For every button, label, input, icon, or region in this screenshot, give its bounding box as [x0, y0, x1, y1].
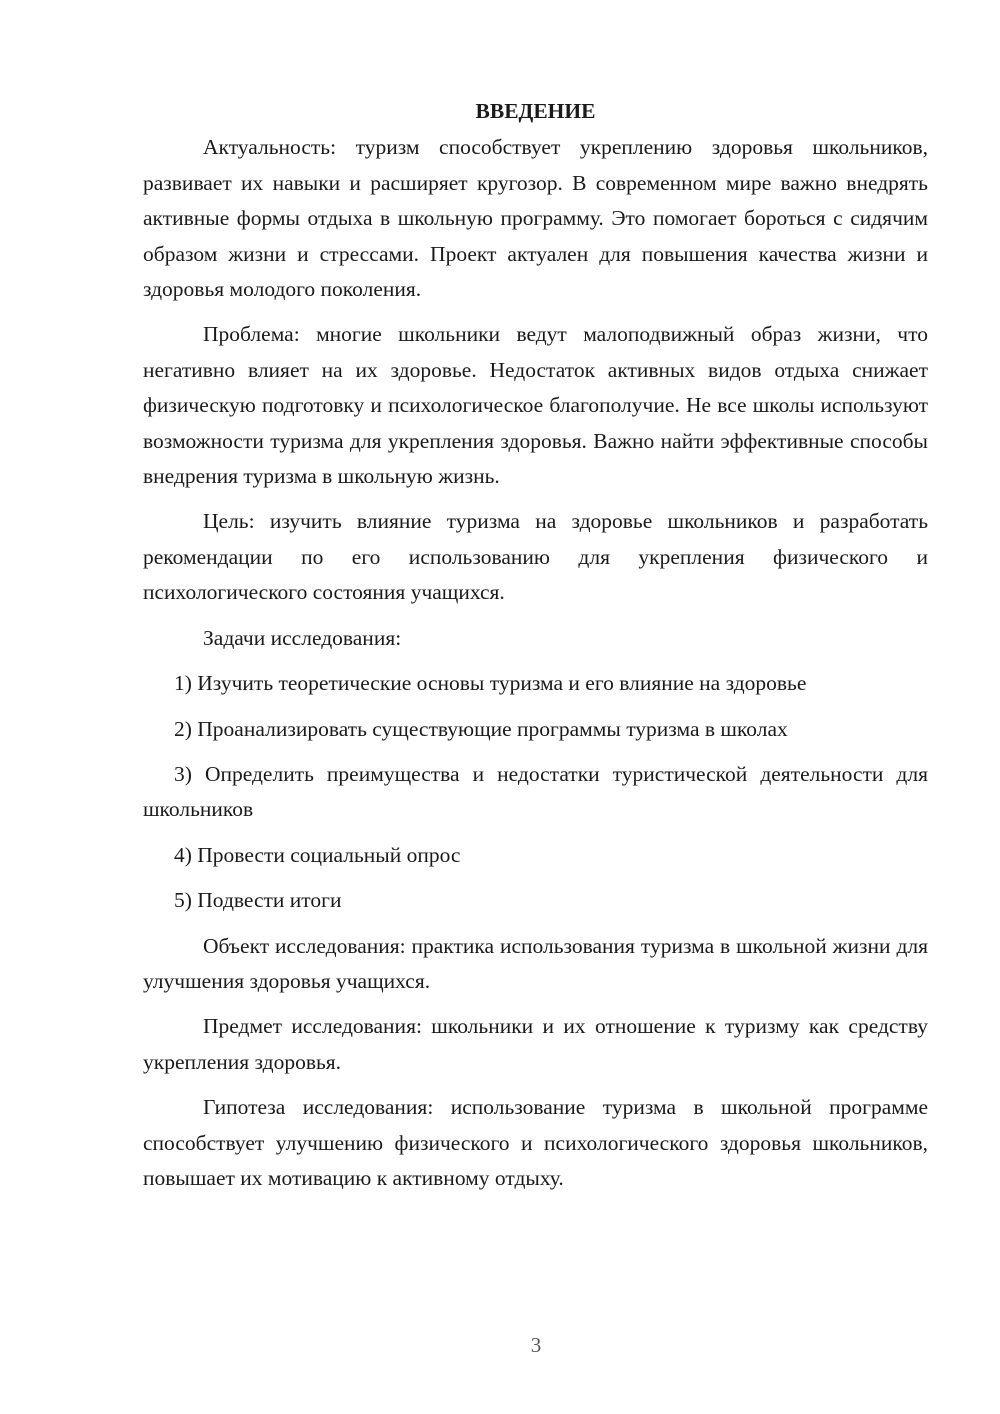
task-item-4: 4) Провести социальный опрос: [174, 842, 461, 867]
task-item-1: 1) Изучить теоретические основы туризма и его влияние на здоровье: [174, 671, 807, 696]
object-paragraph: Объект исследования: практика использования туризма в школьной жизни для улучшения здоровья учащихся.: [143, 933, 928, 993]
hypothesis-paragraph: Гипотеза исследования: использование туризма в школьной программе способствует улучшению физического и психологического здоровья школьников, повышает их мотивацию к активному отдыху.: [143, 1095, 928, 1190]
goal-paragraph: Цель: изучить влияние туризма на здоровье школьников и разработать рекомендации по его использованию для укрепления физического и психологического состояния учащихся.: [143, 509, 928, 605]
task-item-5: 5) Подвести итоги: [174, 888, 342, 913]
task-item-3: 3) Определить преимущества и недостатки туристической деятельности для школьников: [143, 761, 928, 822]
problem-paragraph: Проблема: многие школьники ведут малоподвижный образ жизни, что негативно влияет на их здоровье. Недостаток активных видов отдыха снижает физическую подготовку и психологическое благополучие. Не все школы используют возможности туризма для укрепления здоровья. Важно найти эффективные способы внедрения туризма в школьную жизнь.: [143, 322, 928, 489]
tasks-heading: Задачи исследования:: [203, 625, 402, 650]
section-heading: ВВЕДЕНИЕ: [475, 99, 596, 123]
page-number: 3: [530, 1333, 542, 1357]
document-body: [143, 94, 928, 1206]
relevance-paragraph: Актуальность: туризм способствует укреплению здоровья школьников, развивает их навыки и расширяет кругозор. В современном мире важно внедрять активные формы отдыха в школьную программу. Это помогает бороться с сидячим образом жизни и стрессами. Проект актуален для повышения качества жизни и здоровья молодого поколения.: [143, 135, 928, 302]
task-item-2: 2) Проанализировать существующие программы туризма в школах: [174, 716, 788, 741]
subject-paragraph: Предмет исследования: школьники и их отношение к туризму как средству укрепления здоровья.: [143, 1014, 928, 1074]
